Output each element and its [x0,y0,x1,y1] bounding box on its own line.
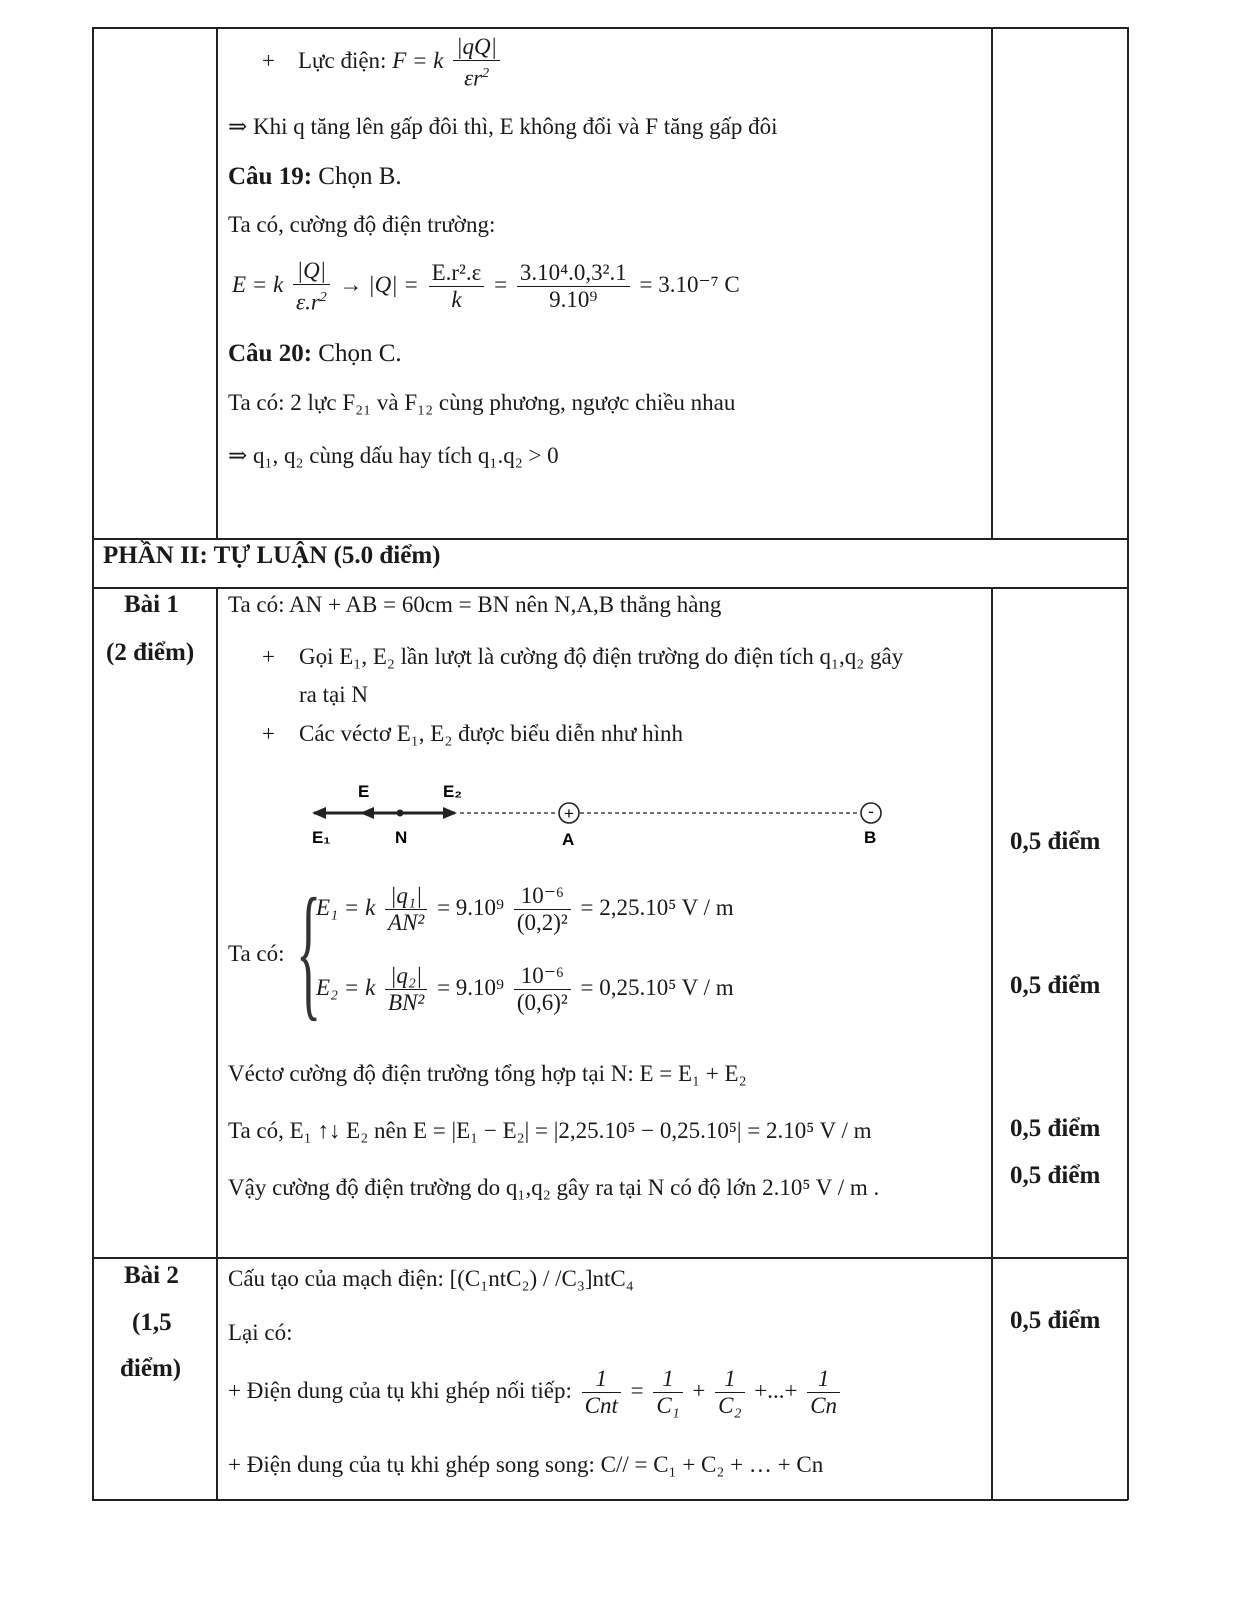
q19-result: = 3.10⁻⁷ C [639,272,740,298]
e1-fraction-1 [385,883,427,936]
q19-eq-sign: = [494,272,508,298]
series-frac-2 [715,1366,744,1419]
row-divider-part2-bottom [92,587,1128,589]
q19-fraction-3 [517,260,630,313]
series-den-n: Cn [810,1393,838,1418]
series-den-1: C₁ [656,1393,680,1418]
point-n [397,810,404,817]
e1-result: = 2,25.10⁵ V / m [580,894,734,920]
series-frac-1 [653,1366,682,1419]
vector-sum-line: Véctơ cường độ điện trường tổng hợp tại N: E = E₁ + E₂ [228,1061,747,1086]
series-label: + Điện dung của tụ khi ghép nối tiếp: [228,1377,572,1403]
bai1-line2-bullet: + [262,644,275,669]
q20-line1: Ta có: 2 lực F₂₁ và F₁₂ cùng phương, ngược chiều nhau [228,390,736,415]
bai1-final-line: Vậy cường độ điện trường do q₁,q₂ gây ra tại N có độ lớn 2.10⁵ V / m . [228,1175,880,1200]
system-ta-co: Ta có: [228,941,285,966]
e1-num2: 10⁻⁶ [514,883,571,910]
e2-fraction-2 [514,963,571,1016]
q19-heading [228,163,402,191]
label-a: A [562,830,575,849]
column-divider-2-bottom [991,587,993,1500]
bai2-line2: Lại có: [228,1320,293,1345]
e1-lhs: E₁ = k [316,894,376,920]
bullet: + [262,48,275,74]
parallel-capacitance-line: + Điện dung của tụ khi ghép song song: C// = C₁ + C₂ + … + Cn [228,1452,824,1477]
q19-arrow: → |Q| = [339,272,419,298]
part2-heading: PHẦN II: TỰ LUẬN (5.0 điểm) [103,542,441,569]
q20-choice: Chọn C. [318,340,402,367]
bai2-points-1: (1,5 [132,1309,172,1336]
bai1-line2b: ra tại N [299,682,368,707]
opposite-vectors-line: Ta có, E₁ ↑↓ E₂ nên E = |E₁ − E₂| = |2,25.10⁵ − 0,25.10⁵| = 2.10⁵ V / m [228,1118,872,1143]
q19-intro: Ta có, cường độ điện trường: [228,212,496,237]
bai2-score-1: 0,5 điểm [1010,1307,1101,1334]
series-num-nt: 1 [582,1366,621,1393]
e2-den2: (0,6)² [516,990,568,1015]
force-formula-line [262,34,504,92]
q19-den1: ε.r [296,289,320,315]
q20-heading [228,340,402,368]
force-denominator: $\varepsilon r^2$ [464,65,490,91]
q19-num2: E.r².ε [429,260,485,287]
bai1-label: Bài 1 [124,591,179,618]
conclusion-line: ⇒ Khi q tăng lên gấp đôi thì, E không đổi và F tăng gấp đôi [228,114,778,139]
column-divider-2-top [991,27,993,538]
force-den-text: εr [464,65,483,91]
bai1-line3: Các véctơ E₁, E₂ được biểu diễn như hình [299,721,684,746]
series-num-2: 1 [715,1366,744,1393]
q19-fraction-1 [293,258,330,316]
e1-mid: = 9.10⁹ [437,894,505,920]
column-divider-1-bottom [216,587,218,1500]
e2-fraction-1 [385,963,427,1016]
bai1-points: (2 điểm) [106,639,195,666]
q19-title: Câu 19: [228,163,313,190]
force-numerator: |qQ| [453,34,500,61]
e1-num: |q₁| [385,883,427,910]
table-border-left [92,27,94,1500]
series-capacitance-line [228,1366,844,1419]
series-den-2: C₂ [718,1393,742,1418]
q19-den3: 9.10⁹ [549,287,598,313]
series-frac-n [807,1366,840,1419]
q20-title: Câu 20: [228,340,313,367]
table-border-top [92,27,1128,29]
row-divider-part2-top [92,538,1128,540]
q19-den1-wrap: $\varepsilon.r^2$ [296,289,327,315]
column-divider-1-top [216,27,218,538]
q19-choice: Chọn B. [318,163,402,190]
label-b: B [864,828,877,847]
q19-eq-lhs: E = k [232,272,284,298]
e1-den: AN² [388,910,425,935]
e-arrowhead [360,807,374,819]
q19-den2: k [451,287,462,313]
series-num-n: 1 [807,1366,840,1393]
q19-fraction-2 [429,260,485,313]
force-label: Lực điện: [297,48,387,74]
system-brace: { [296,868,322,1034]
bai1-line2: Gọi E₁, E₂ lần lượt là cường độ điện trường do điện tích q₁,q₂ gây [299,644,904,669]
sign-b: - [868,802,874,821]
series-plus: + [692,1377,706,1403]
force-fraction [453,34,500,92]
label-e1: E₁ [312,828,331,847]
series-den-nt: Cnt [584,1393,618,1418]
e2-num2: 10⁻⁶ [514,963,571,990]
bai1-line3-bullet: + [262,721,275,746]
e1-fraction-2 [514,883,571,936]
table-border-right [1127,27,1129,1500]
series-dots: +...+ [754,1377,798,1403]
q19-num3: 3.10⁴.0,3².1 [517,260,630,287]
sign-a: + [564,804,574,823]
series-eq: = [630,1377,644,1403]
e1-arrowhead [312,807,326,819]
e2-result: = 0,25.10⁵ V / m [580,974,734,1000]
series-num-1: 1 [653,1366,682,1393]
bai1-score-1: 0,5 điểm [1010,828,1101,855]
q19-num1: |Q| [293,258,330,285]
bai2-label: Bài 2 [124,1262,179,1289]
field-vector-diagram [300,775,900,855]
table-border-bottom [92,1499,1128,1501]
label-e2: E₂ [443,782,462,801]
q20-line2: ⇒ q₁, q₂ cùng dấu hay tích q₁.q₂ > 0 [228,443,559,468]
e2-lhs: E₂ = k [316,974,376,1000]
bai2-points-2: điểm) [120,1355,182,1382]
force-lhs: F = k [392,48,444,74]
series-frac-nt [582,1366,621,1419]
bai1-line1: Ta có: AN + AB = 60cm = BN nên N,A,B thẳng hàng [228,592,722,617]
bai1-score-3: 0,5 điểm [1010,1115,1101,1142]
e1-den2: (0,2)² [516,910,568,935]
e2-mid: = 9.10⁹ [437,974,505,1000]
e2-equation [316,963,734,1016]
e2-den: BN² [388,990,425,1015]
e2-arrowhead [443,807,457,819]
bai1-score-4: 0,5 điểm [1010,1162,1101,1189]
bai1-score-2: 0,5 điểm [1010,972,1101,999]
row-divider-bai2 [92,1257,1128,1259]
label-n: N [395,828,408,847]
bai2-circuit-line: Cấu tạo của mạch điện: [(C₁ntC₂) / /C₃]ntC₄ [228,1266,634,1291]
q19-equation [232,258,740,316]
e2-num: |q₂| [385,963,427,990]
e1-equation [316,883,734,936]
label-e: E [358,782,370,801]
